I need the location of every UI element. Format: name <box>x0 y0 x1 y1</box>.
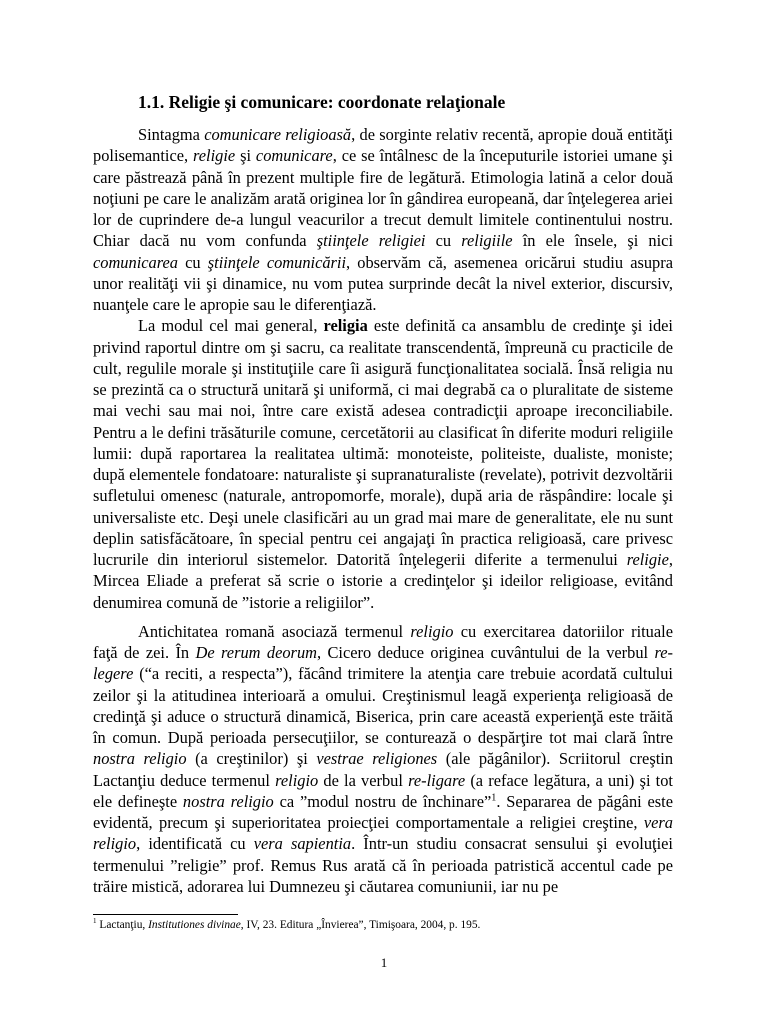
italic-term: De rerum deorum <box>195 643 317 662</box>
footnote-mark: 1 <box>93 917 97 926</box>
text-run: , identificată cu <box>136 834 254 854</box>
text-run: , de sorginte relativ recentă, apropie două entităţi polisemantice, <box>93 125 673 166</box>
text-run: (a reface legătura, a uni) şi tot ele defineşte <box>93 770 673 811</box>
italic-term: nostra religio <box>93 749 187 769</box>
italic-term: re-ligare <box>408 770 466 790</box>
text-run: (ale păgânilor). Scriitorul creştin Lactanţiu deduce termenul <box>93 749 674 790</box>
italic-term: ştiinţele religiei <box>316 231 426 251</box>
paragraph-3 <box>93 621 673 897</box>
text-run: (a creştinilor) şi <box>186 749 317 769</box>
italic-term: religie <box>626 550 669 569</box>
body-text <box>93 124 673 897</box>
text-run: cu <box>425 231 462 251</box>
paragraph-1 <box>93 124 673 315</box>
text-run: şi <box>235 146 256 166</box>
text-run: , ce se întâlnesc de la începuturile istoriei umane şi care păstrează până în prezent multiple fire de legătură. Etimologia latină a celor două noţiuni pe care le analizăm arată originea lor în gândirea europeană, dar înţelegerea ariei lor de cuprindere de-a lungul veacurilor a trecut demult limitele continentului nostru. Chiar dacă nu vom confunda <box>93 146 673 251</box>
italic-term: religio <box>410 621 454 641</box>
italic-term: comunicare <box>255 146 333 166</box>
page-number: 1 <box>380 955 388 970</box>
text-run: în ele însele, şi nici <box>512 231 673 251</box>
text-run: Sintagma <box>138 125 205 144</box>
italic-term: vera sapientia <box>253 834 352 854</box>
text-run: Lactanţiu, <box>96 919 149 931</box>
text-run: , IV, 23. Editura „Învierea”, Timişoara, 2004, p. 195. <box>240 919 481 931</box>
text-run: , Mircea Eliade a preferat să scrie o istorie a credinţelor şi ideilor religioase, evitând denumirea comună de ”istorie a religiilor”. <box>93 550 673 612</box>
footnote-separator <box>93 914 238 915</box>
text-run: este definită ca ansamblu de credinţe şi idei privind raportul dintre om şi sacru, ca realitate transcendentă, împreună cu practicile de cult, regulile morale şi instituţiile care îi asigură funcţionalitatea socială. Însă religia nu se prezintă ca o structură unitară şi uniformă, ci mai degrabă ca o pluralitate de sisteme mai vechi sau mai noi, între care există adesea contradicţii aproape ireconciliabile. Pentru a le defini trăsăturile comune, cercetătorii au clasificat în diferite moduri religiile lumii: după raportarea la realitatea ultimă: monoteiste, politeiste, dualiste, moniste; după elementele fondatoare: naturaliste şi supranaturaliste (revelate), potrivit dezvoltării sufletului omenesc (naturale, antropomorfe, morale), după aria de răspândire: locale şi universaliste etc. Deşi unele clasificări au un grad mai mare de generalitate, ele nu sunt deplin satisfăcătoare, în special pentru cei angajaţi în practica religioasă, care privesc lucrurile din interiorul sistemelor. Datorită înţelegerii diferite a termenului <box>93 316 673 569</box>
footnote <box>93 919 693 931</box>
italic-term: re-legere <box>93 643 674 684</box>
italic-term: comunicarea <box>93 252 178 272</box>
section-heading: 1.1. Religie şi comunicare: coordonate relaţionale <box>138 92 506 112</box>
italic-term: ştiinţele comunicării <box>207 252 347 272</box>
text-run: (“a reciti, a respecta”), făcând trimitere la atenţia care trebuie acordată cultului zeilor şi la atitudinea interioară a omului. Creştinismul leagă experienţa religioasă de credinţă şi aduce o structură dinamică, Biserica, prin care această experienţă este trăită în comun. După perioada persecuţiilor, se conturează o despărţire tot mai clară între <box>93 664 673 747</box>
italic-term: religiile <box>461 231 513 251</box>
text-run: . Separarea de păgâni este evidentă, precum şi superioritatea proiecţiei comportamentale a religiei creştine, <box>93 791 674 832</box>
text-run: de la verbul <box>318 770 409 790</box>
italic-term: vestrae religiones <box>316 749 438 769</box>
text-run: Antichitatea romană asociază termenul <box>138 621 411 641</box>
text-run: , Cicero deduce originea cuvântului de la verbul <box>316 643 655 662</box>
italic-term: nostra religio <box>182 791 274 811</box>
text-run: ca ”modul nostru de închinare” <box>273 791 492 811</box>
italic-term: vera religio <box>93 813 673 854</box>
text-run: cu <box>177 252 208 272</box>
footnote-reference[interactable]: 1 <box>491 792 497 804</box>
italic-term: comunicare religioasă <box>204 125 352 144</box>
text-run: . Într-un studiu consacrat sensului şi evoluţiei termenului ”religie” prof. Remus Rus arată că în perioada patristică accentul cade pe trăire mistică, adorarea lui Dumnezeu şi căutarea comuniunii, iar nu pe <box>93 834 673 896</box>
italic-term: Institutiones divinae <box>148 919 241 931</box>
text-run: La modul cel mai general, <box>138 316 324 336</box>
bold-term: religia <box>323 316 368 336</box>
text-run: , observăm că, asemenea oricărui studiu asupra unor realităţi vii şi dinamice, nu vom putea surprinde decât la nivel exterior, discursiv, nuanţele care le apropie sau le diferenţiază. <box>93 252 673 314</box>
italic-term: religio <box>275 770 319 790</box>
paragraph-2 <box>93 315 673 613</box>
italic-term: religie <box>193 146 236 166</box>
text-run: cu exercitarea datoriilor rituale faţă de zei. În <box>93 621 673 662</box>
